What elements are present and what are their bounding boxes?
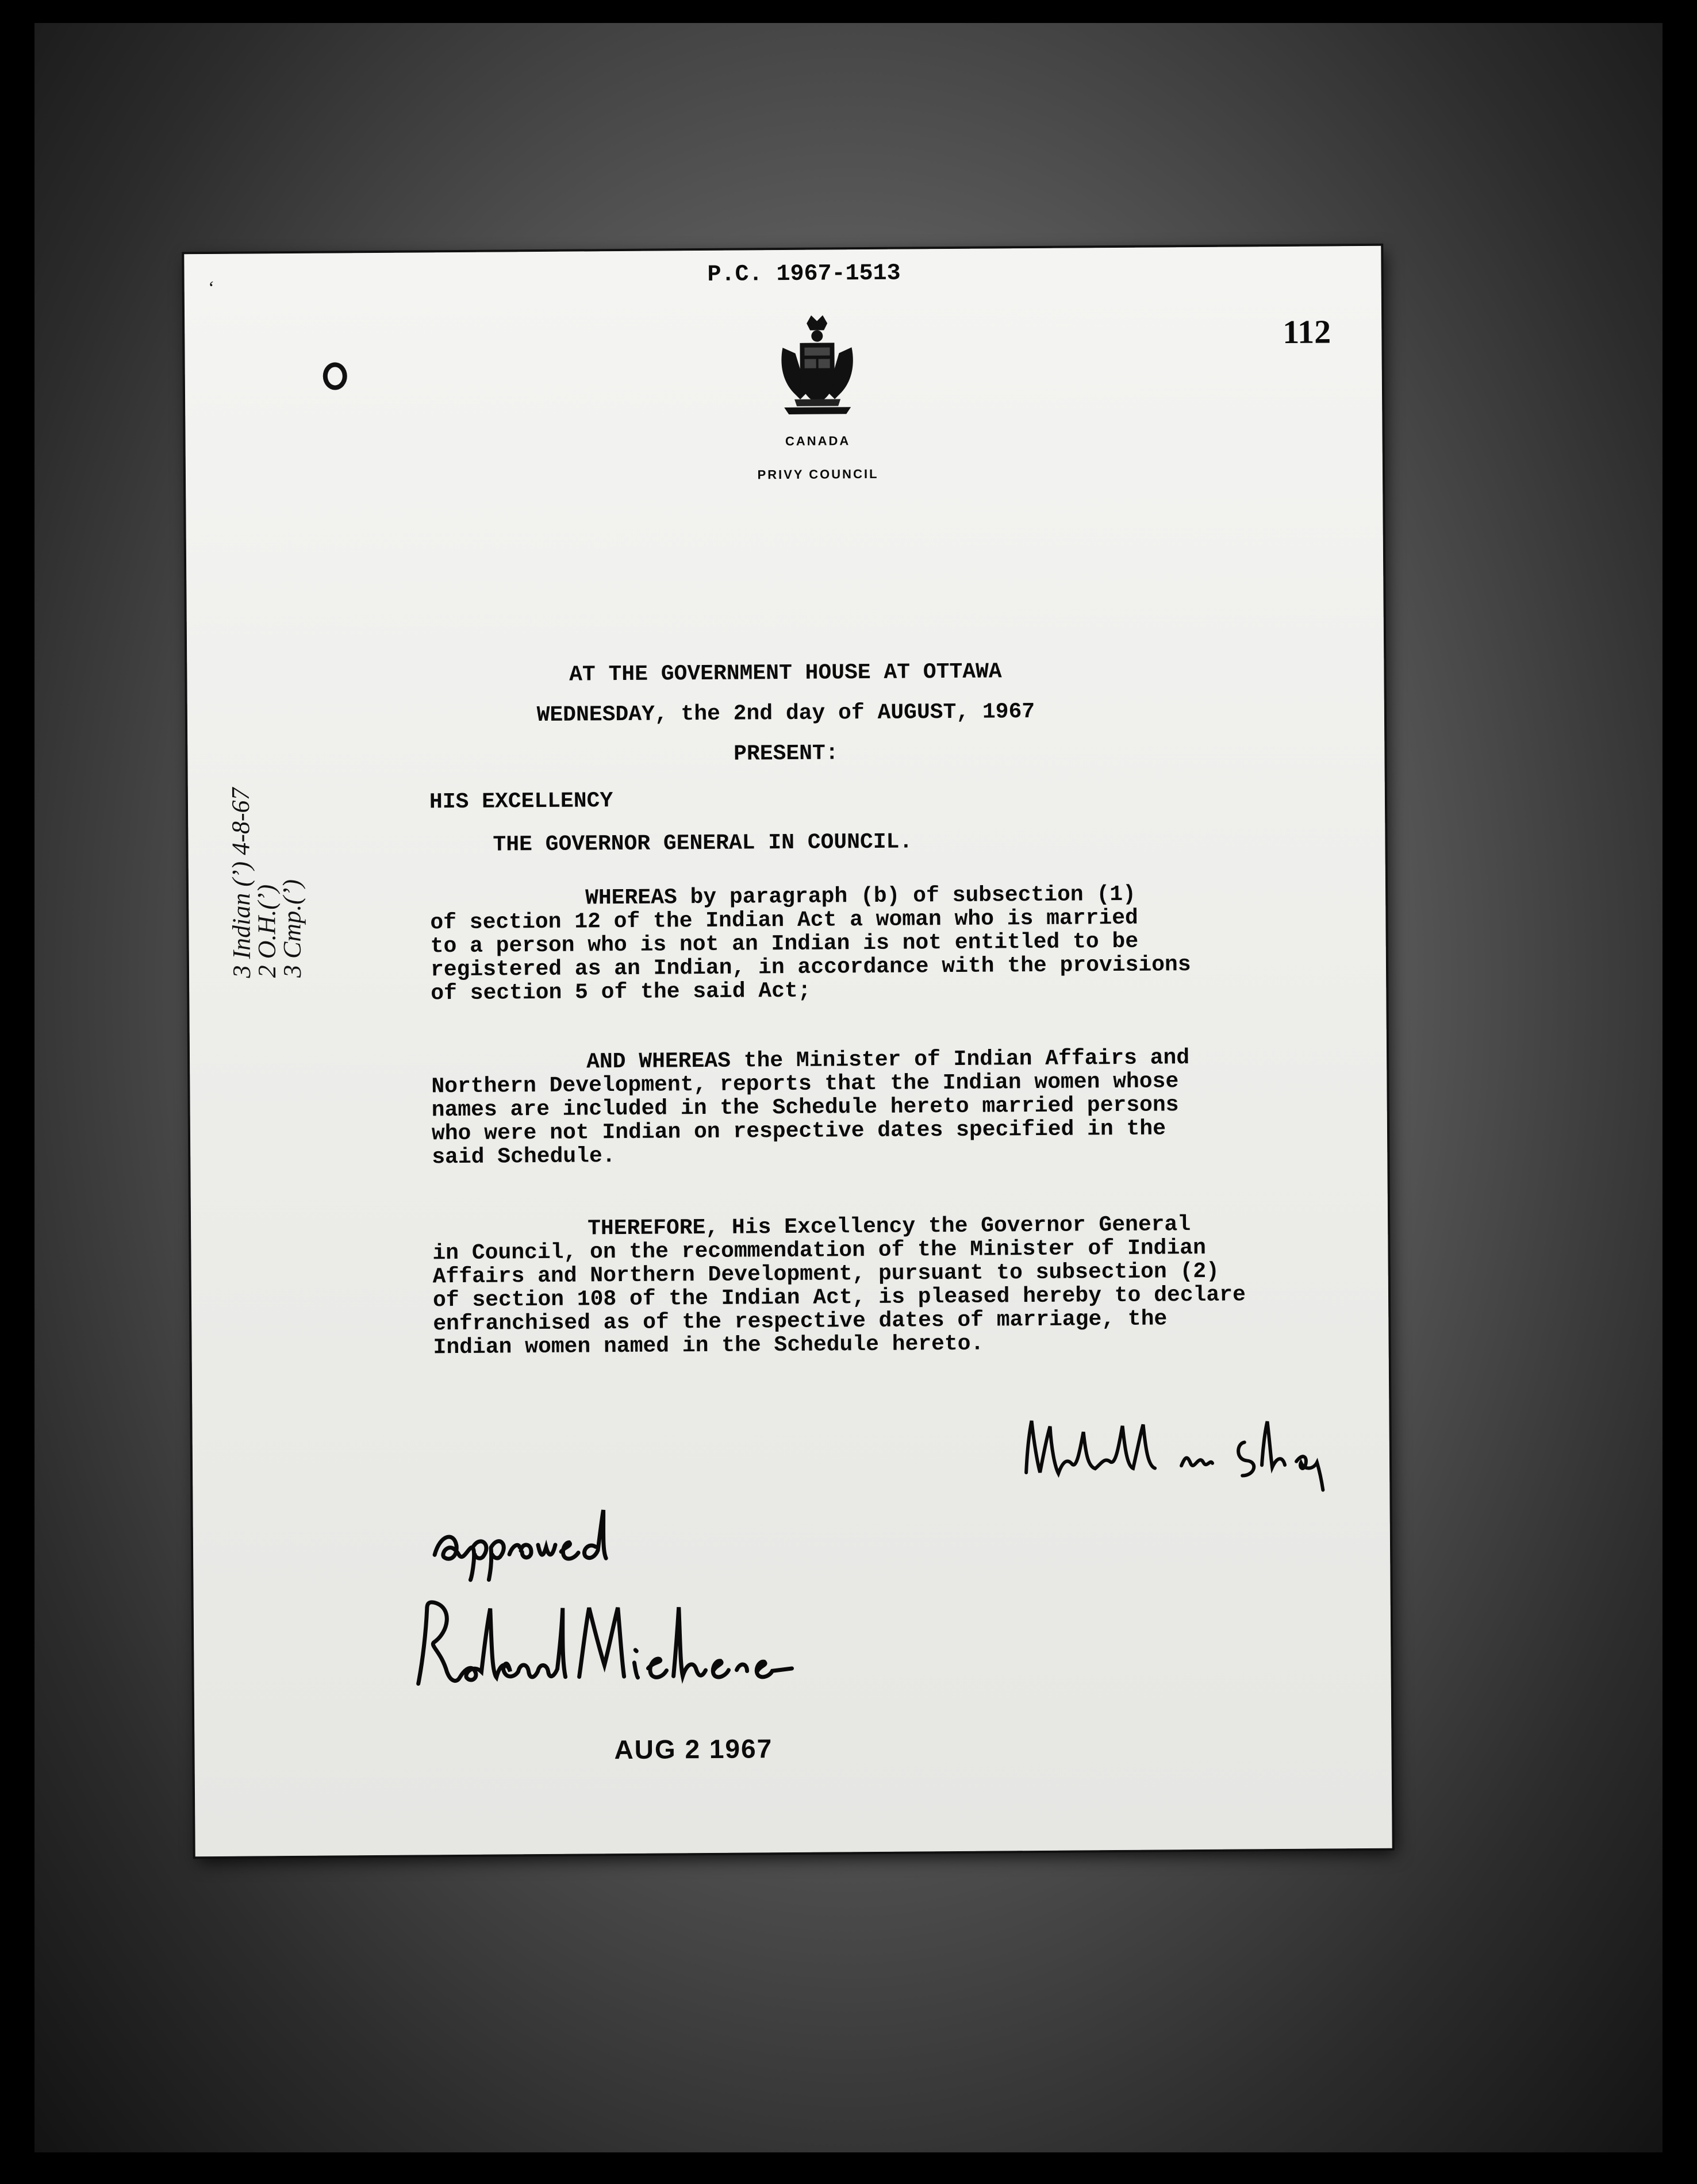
canada-label: CANADA (785, 433, 851, 449)
place-heading: AT THE GOVERNMENT HOUSE AT OTTAWA (569, 659, 1002, 687)
paragraph-text: THEREFORE, His Excellency the Governor General in Council, on the recommendation of the Minister of Indian Affairs and Northern Development, pursuant to subsection (2) of section 108 of the Indian Act, is pleased hereby to declare enfranchised as of the respective dates of marriage, the Indian women named in the Schedule hereto. (432, 1212, 1246, 1360)
margin-note-line: 3 Cmp.(’) (277, 879, 307, 978)
scan-border-left (0, 0, 34, 2184)
governor-general-signature (406, 1589, 798, 1701)
therefore-paragraph (432, 1212, 1365, 1359)
whereas-paragraph (430, 881, 1362, 1005)
canada-coat-of-arms-icon (771, 313, 863, 420)
minister-signature (1014, 1407, 1337, 1495)
governor-general-line: THE GOVERNOR GENERAL IN COUNCIL. (493, 829, 913, 858)
paragraph-text: AND WHEREAS the Minister of Indian Affairs and Northern Development, reports that the Indian women whose names are included in the Schedule hereto married persons who were not Indian on respective dates specified in the said Schedule. (431, 1045, 1190, 1170)
corner-mark: ‘ (207, 276, 214, 298)
handwritten-margin-note (226, 656, 307, 978)
present-heading: PRESENT: (734, 741, 839, 767)
approved-annotation (423, 1498, 699, 1586)
date-heading: WEDNESDAY, the 2nd day of AUGUST, 1967 (536, 699, 1035, 728)
scan-border-top (0, 0, 1697, 23)
his-excellency-line: HIS EXCELLENCY (429, 789, 613, 815)
order-number: P.C. 1967-1513 (707, 260, 901, 288)
margin-note-line: 3 Indian (’) 4-8-67 (226, 787, 256, 978)
document-page (184, 246, 1392, 1856)
date-stamp: AUG 2 1967 (614, 1733, 773, 1765)
privy-council-label: PRIVY COUNCIL (757, 466, 879, 482)
paragraph-text: WHEREAS by paragraph (b) of subsection (1) of section 12 of the Indian Act a woman who is married to a person who is not an Indian is not entitled to be registered as an Indian, in accordance with the provisions of section 5 of the said Act; (430, 882, 1191, 1006)
scan-border-bottom (0, 2152, 1697, 2184)
page-number: 112 (1283, 313, 1331, 351)
punch-hole (323, 362, 347, 390)
margin-note-line: 2 O.H.(’) (252, 884, 282, 978)
and-whereas-paragraph (431, 1045, 1363, 1169)
scan-border-right (1663, 0, 1697, 2184)
